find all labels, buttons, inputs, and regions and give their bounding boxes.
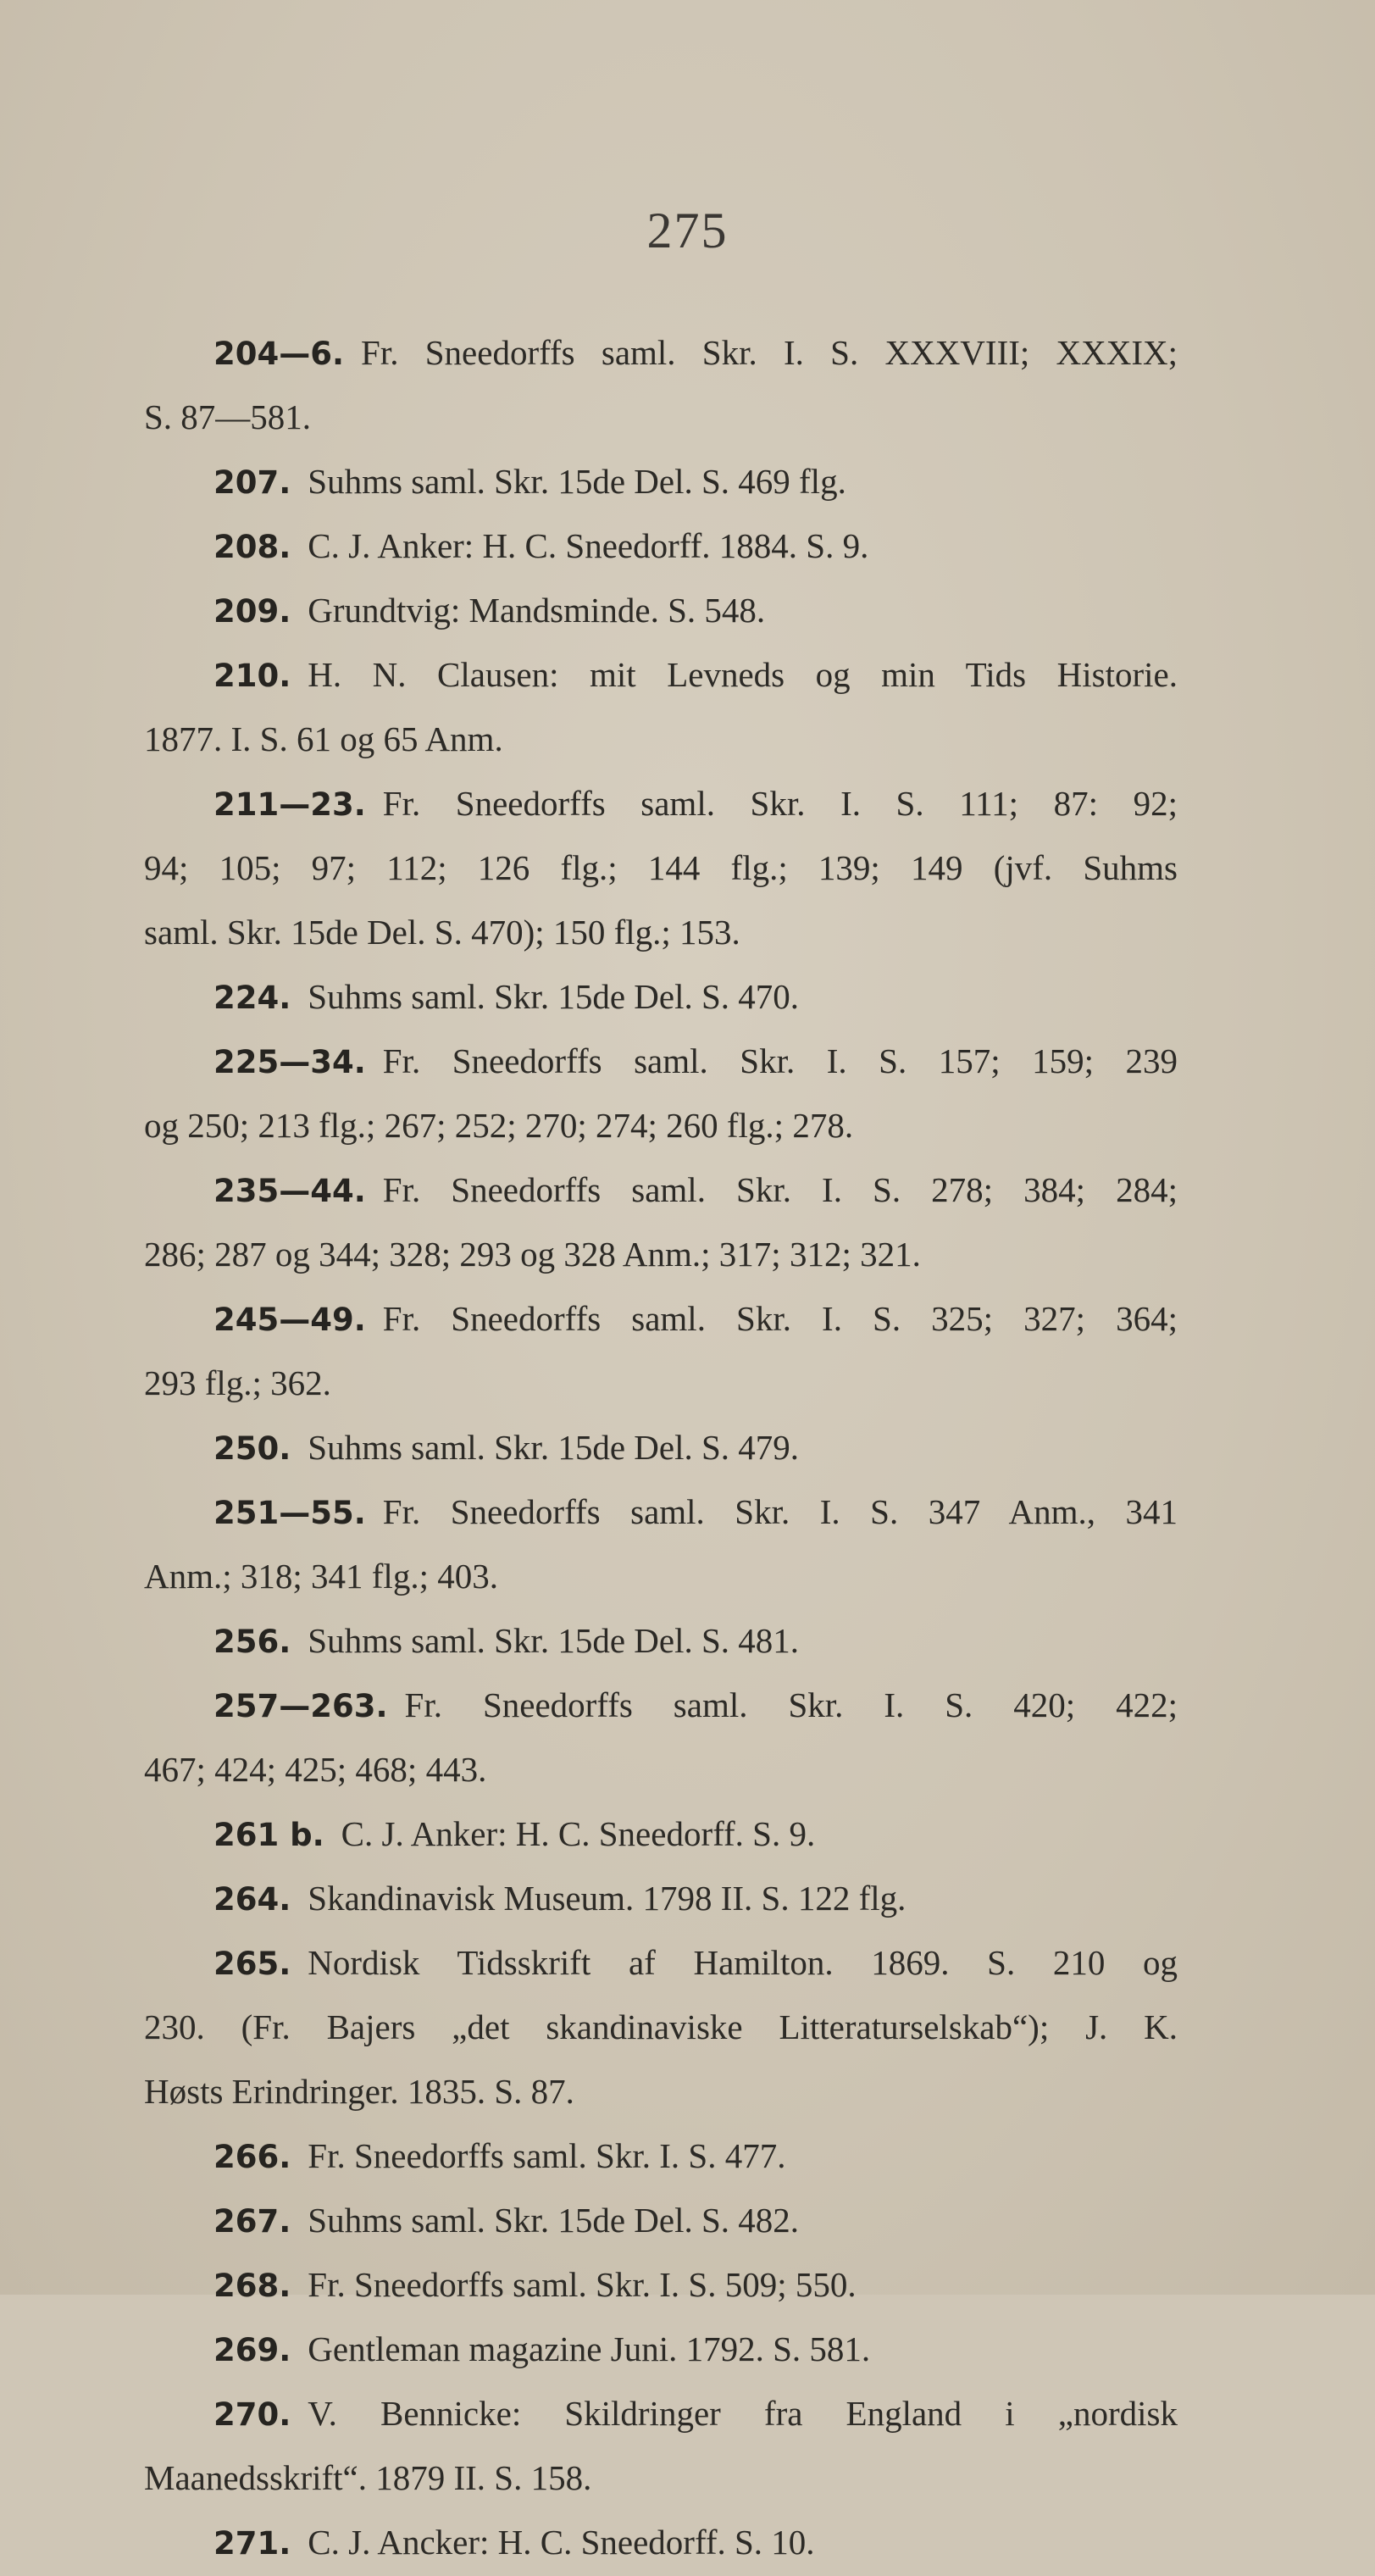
note-number: 268. — [213, 2268, 291, 2304]
note-number: 210. — [213, 658, 291, 694]
note-entry — [144, 2252, 1178, 2317]
note-continuation — [144, 900, 1178, 964]
note-continuation — [144, 1222, 1178, 1286]
note-number: 225—34. — [213, 1044, 366, 1080]
note-continuation — [144, 2059, 1178, 2124]
note-number: 261 b. — [213, 1817, 324, 1853]
note-text: Fr. Sneedorffs saml. Skr. I. S. 111; 87: 92; — [382, 784, 1178, 823]
note-text: Grundtvig: Mandsminde. S. 548. — [308, 591, 766, 630]
note-entry — [144, 1029, 1178, 1093]
note-number: 266. — [213, 2139, 291, 2175]
note-entry — [144, 320, 1178, 385]
note-continuation — [144, 1544, 1178, 1608]
note-text: Fr. Sneedorffs saml. Skr. I. S. 157; 159; 239 — [382, 1041, 1178, 1080]
note-number: 256. — [213, 1624, 291, 1660]
note-entry — [144, 449, 1178, 514]
note-text: 94; 105; 97; 112; 126 flg.; 144 flg.; 139; 149 (jvf. Suhms — [144, 848, 1178, 887]
note-entry — [144, 1415, 1178, 1480]
note-text: Fr. Sneedorffs saml. Skr. I. S. 347 Anm., 341 — [382, 1492, 1178, 1531]
note-text: Suhms saml. Skr. 15de Del. S. 481. — [308, 1621, 800, 1660]
note-continuation — [144, 707, 1178, 771]
note-continuation — [144, 1995, 1178, 2059]
note-text: Gentleman magazine Juni. 1792. S. 581. — [308, 2329, 871, 2368]
note-text: V. Bennicke: Skildringer fra England i „nordisk — [308, 2394, 1178, 2433]
note-number: 265. — [213, 1946, 291, 1982]
note-number: 207. — [213, 464, 291, 501]
note-entry — [144, 2317, 1178, 2381]
note-number: 204—6. — [213, 336, 345, 372]
note-text: Fr. Sneedorffs saml. Skr. I. S. 509; 550. — [308, 2265, 857, 2304]
note-entry — [144, 771, 1178, 836]
note-text: Høsts Erindringer. 1835. S. 87. — [144, 2072, 574, 2111]
note-number: 251—55. — [213, 1495, 366, 1531]
note-entry — [144, 2124, 1178, 2188]
note-entry — [144, 1158, 1178, 1222]
note-text: Suhms saml. Skr. 15de Del. S. 469 flg. — [308, 462, 846, 501]
note-text: Fr. Sneedorffs saml. Skr. I. S. 420; 422; — [404, 1685, 1178, 1724]
note-text: 467; 424; 425; 468; 443. — [144, 1750, 487, 1789]
note-number: 235—44. — [213, 1173, 366, 1209]
note-entry — [144, 2381, 1178, 2446]
note-text: 286; 287 og 344; 328; 293 og 328 Anm.; 317; 312; 321. — [144, 1235, 921, 1274]
note-entry — [144, 1802, 1178, 1866]
note-text: Skandinavisk Museum. 1798 II. S. 122 flg. — [308, 1879, 907, 1918]
note-entry — [144, 1286, 1178, 1351]
note-text: S. 87—581. — [144, 397, 312, 436]
note-text: Suhms saml. Skr. 15de Del. S. 479. — [308, 1428, 800, 1467]
note-number: 257—263. — [213, 1688, 388, 1724]
note-entry — [144, 1608, 1178, 1673]
note-entry — [144, 1480, 1178, 1544]
note-entry — [144, 2188, 1178, 2252]
note-continuation — [144, 836, 1178, 900]
note-text: 230. (Fr. Bajers „det skandinaviske Litteraturselskab“); J. K. — [144, 2007, 1178, 2046]
note-continuation — [144, 1351, 1178, 1415]
note-continuation — [144, 1093, 1178, 1158]
note-text: Fr. Sneedorffs saml. Skr. I. S. 325; 327; 364; — [382, 1299, 1178, 1338]
note-continuation — [144, 385, 1178, 449]
note-number: 224. — [213, 980, 291, 1016]
note-number: 264. — [213, 1881, 291, 1918]
note-text: 1877. I. S. 61 og 65 Anm. — [144, 719, 503, 758]
note-entry — [144, 964, 1178, 1029]
note-text: C. J. Anker: H. C. Sneedorff. S. 9. — [341, 1814, 816, 1853]
note-text: Maanedsskrift“. 1879 II. S. 158. — [144, 2458, 592, 2497]
note-text: Suhms saml. Skr. 15de Del. S. 470. — [308, 977, 800, 1016]
note-number: 245—49. — [213, 1302, 366, 1338]
note-text: Nordisk Tidsskrift af Hamilton. 1869. S. 210 og — [308, 1943, 1178, 1982]
note-continuation — [144, 1737, 1178, 1802]
note-text: Suhms saml. Skr. 15de Del. S. 482. — [308, 2201, 800, 2240]
note-text: H. N. Clausen: mit Levneds og min Tids Historie. — [308, 655, 1178, 694]
note-number: 269. — [213, 2332, 291, 2368]
note-entry — [144, 514, 1178, 578]
note-text: Fr. Sneedorffs saml. Skr. I. S. XXXVIII; XXXIX; — [361, 333, 1178, 372]
notes-list — [144, 320, 1178, 2574]
note-text: 293 flg.; 362. — [144, 1363, 331, 1402]
note-text: Fr. Sneedorffs saml. Skr. I. S. 477. — [308, 2136, 786, 2175]
note-entry — [144, 578, 1178, 642]
note-number: 250. — [213, 1430, 291, 1467]
note-number: 209. — [213, 593, 291, 630]
page-number: 275 — [646, 203, 729, 258]
note-entry — [144, 2510, 1178, 2574]
note-number: 267. — [213, 2203, 291, 2240]
note-text: C. J. Ancker: H. C. Sneedorff. S. 10. — [308, 2523, 815, 2562]
note-number: 270. — [213, 2396, 291, 2433]
note-text: saml. Skr. 15de Del. S. 470); 150 flg.; 153. — [144, 913, 740, 952]
note-text: Fr. Sneedorffs saml. Skr. I. S. 278; 384; 284; — [382, 1170, 1178, 1209]
note-entry — [144, 1673, 1178, 1737]
note-text: Anm.; 318; 341 flg.; 403. — [144, 1557, 498, 1596]
note-number: 271. — [213, 2525, 291, 2562]
note-continuation — [144, 2446, 1178, 2510]
note-entry — [144, 1930, 1178, 1995]
note-entry — [144, 1866, 1178, 1930]
note-entry — [144, 642, 1178, 707]
note-text: C. J. Anker: H. C. Sneedorff. 1884. S. 9. — [308, 526, 869, 565]
note-number: 211—23. — [213, 786, 366, 823]
note-number: 208. — [213, 529, 291, 565]
note-text: og 250; 213 flg.; 267; 252; 270; 274; 260 flg.; 278. — [144, 1106, 854, 1145]
